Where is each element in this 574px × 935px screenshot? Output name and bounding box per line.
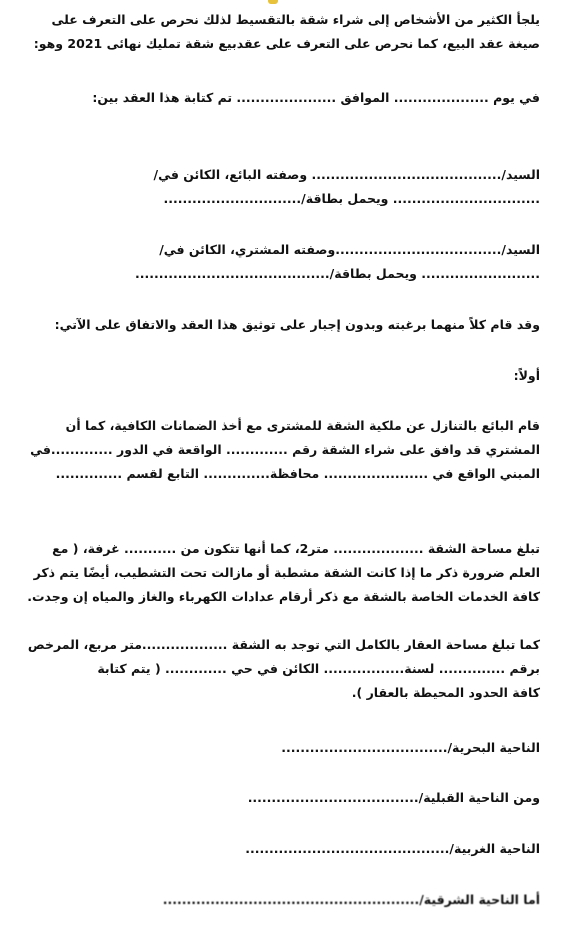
clause-1-line-3: المبني الواقع في ...................... محافظة.............. التابع لقسم .............. [55, 466, 540, 481]
clause-3-line-1: كما تبلغ مساحة العقار بالكامل التي توجد به الشقة ..................متر مربع، المرخص [27, 637, 540, 652]
buyer-line-2: ......................... ويحمل بطاقة/......................................... [134, 266, 540, 281]
buyer-line-1: السيد/...................................وصفته المشتري، الكائن في/ [159, 242, 540, 257]
clause-1-line-2: المشتري قد وافق على شراء الشقة رقم ............. الواقعة في الدور .............في [30, 442, 540, 457]
boundary-north: الناحية البحرية/................................... [281, 740, 540, 755]
clause-3-line-3: كافة الحدود المحيطة بالعقار ). [351, 685, 540, 700]
date-line: في يوم .................... الموافق ..................... تم كتابة هذا العقد بين: [92, 90, 540, 105]
boundary-south: ومن الناحية القبلية/.................................... [247, 790, 540, 805]
boundary-west: الناحية الغربية/........................................... [245, 841, 540, 856]
intro-line-2: صيغة عقد البيع، كما نحرص على التعرف على عقدبيع شقة تمليك نهائى 2021 وهو: [33, 36, 540, 51]
seller-line-1: السيد/........................................ وصفته البائع، الكائن في/ [153, 167, 540, 182]
clause-2-line-3: كافة الخدمات الخاصة بالشقة مع ذكر أرقام عدادات الكهرباء والغاز والمياه إن وجدت. [27, 589, 540, 604]
intro-line-1: يلجأ الكثير من الأشخاص إلى شراء شقة بالتقسيط لذلك نحرص على التعرف على [51, 12, 540, 27]
clause-2-line-1: تبلغ مساحة الشقة ................... متر2، كما أنها تتكون من ........... غرفة، ( مع [52, 541, 540, 556]
seller-section [28, 163, 540, 211]
clause-3-line-2: برقم .............. لسنة................. الكائن في حي ............. ( يتم كتابة [97, 661, 540, 676]
clause-1-line-1: قام البائع بالتنازل عن ملكية الشقة للمشترى مع أخذ الضمانات الكافية، كما أن [65, 418, 540, 433]
seller-line-2: ............................... ويحمل بطاقة/............................. [163, 191, 540, 206]
agreement-line: وقد قام كلاً منهما برغبته وبدون إجبار على توثيق هذا العقد والاتفاق على الآتي: [54, 317, 540, 332]
clause-1 [28, 414, 540, 486]
boundary-east: أما الناحية الشرقية/...................................................... [162, 892, 540, 907]
clause-2-line-2: العلم ضرورة ذكر ما إذا كانت الشقة مشطبة أو مازالت تحت التشطيب، أيضًا يتم ذكر [33, 565, 540, 580]
top-decoration [268, 0, 278, 4]
buyer-section [28, 238, 540, 286]
first-heading: أولاً: [513, 368, 540, 383]
clause-2 [28, 537, 540, 609]
clause-3 [28, 633, 540, 705]
intro-paragraph [28, 8, 540, 56]
